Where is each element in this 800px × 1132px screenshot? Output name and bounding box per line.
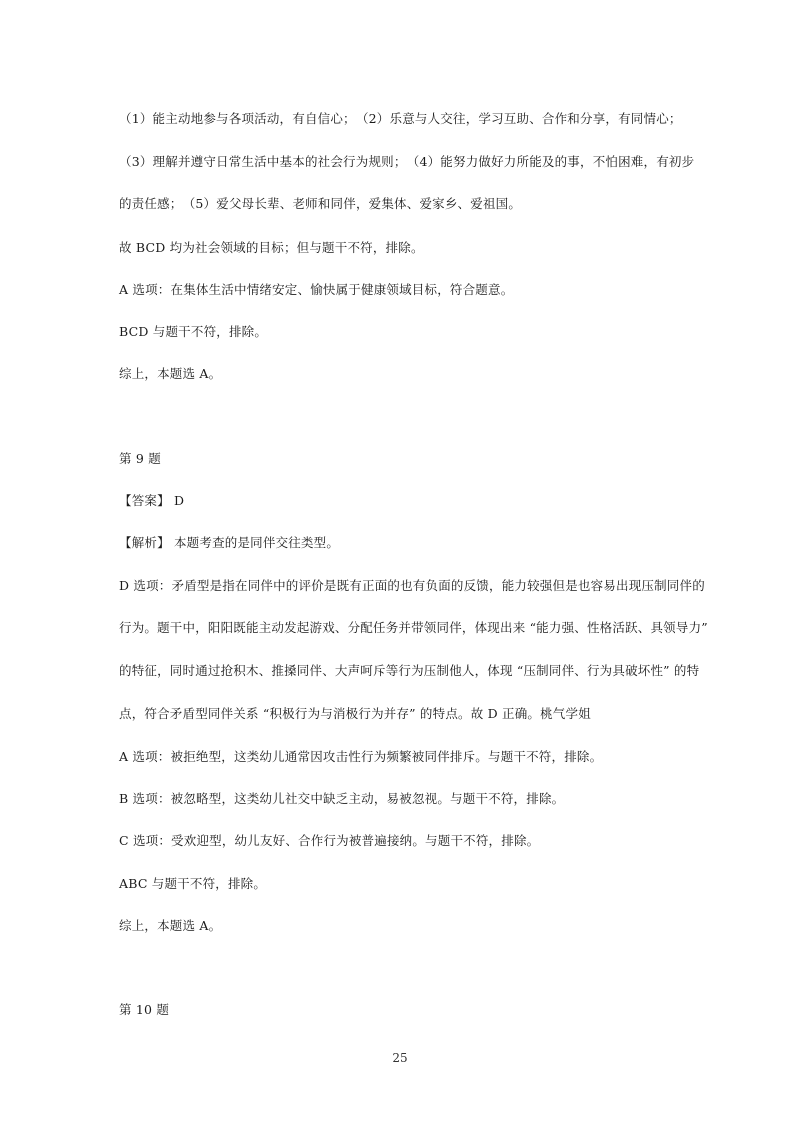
question-10-heading: 第 10 题 xyxy=(119,1002,170,1017)
line-6: BCD 与题干不符，排除。 xyxy=(119,324,268,339)
answer-line: 【答案】 D xyxy=(119,493,185,508)
line-4: 故 BCD 均为社会领域的目标；但与题干不符，排除。 xyxy=(119,240,424,255)
line-3: 的责任感； （5）爱父母长辈、老师和同伴，爱集体、爱家乡、爱祖国。 xyxy=(119,196,522,211)
line-13: 的特征，同时通过抢积木、推搡同伴、大声呵斥等行为压制他人，体现 “压制同伴、行为具破坏性” 的特 xyxy=(119,663,700,678)
page-number: 25 xyxy=(392,1051,408,1065)
line-5: A 选项：在集体生活中情绪安定、愉快属于健康领域目标，符合题意。 xyxy=(119,282,514,297)
line-19: 综上，本题选 A。 xyxy=(119,918,222,933)
analysis-line: 【解析】 本题考查的是同伴交往类型。 xyxy=(119,535,340,550)
line-12: 行为。题干中，阳阳既能主动发起游戏、分配任务并带领同伴，体现出来 “能力强、性格活跃、具领导力” xyxy=(119,620,708,635)
line-7: 综上，本题选 A。 xyxy=(119,366,222,381)
line-14: 点，符合矛盾型同伴关系 “积极行为与消极行为并存” 的特点。故 D 正确。桃气学姐 xyxy=(119,706,591,721)
line-18: ABC 与题干不符，排除。 xyxy=(119,876,267,891)
line-11: D 选项：矛盾型是指在同伴中的评价是既有正面的也有负面的反馈，能力较强但是也容易出现压制同伴的 xyxy=(119,578,705,593)
line-1: （1）能主动地参与各项活动，有自信心； （2）乐意与人交往，学习互助、合作和分享，有同情心； xyxy=(119,111,682,126)
line-15: A 选项：被拒绝型，这类幼儿通常因攻击性行为频繁被同伴排斥。与题干不符，排除。 xyxy=(119,749,603,764)
question-9-heading: 第 9 题 xyxy=(119,451,161,466)
line-2: （3）理解并遵守日常生活中基本的社会行为规则； （4）能努力做好力所能及的事，不怕困难，有初步 xyxy=(119,154,695,169)
line-16: B 选项：被忽略型，这类幼儿社交中缺乏主动，易被忽视。与题干不符，排除。 xyxy=(119,791,565,806)
line-17: C 选项：受欢迎型，幼儿友好、合作行为被普遍接纳。与题干不符，排除。 xyxy=(119,833,540,848)
